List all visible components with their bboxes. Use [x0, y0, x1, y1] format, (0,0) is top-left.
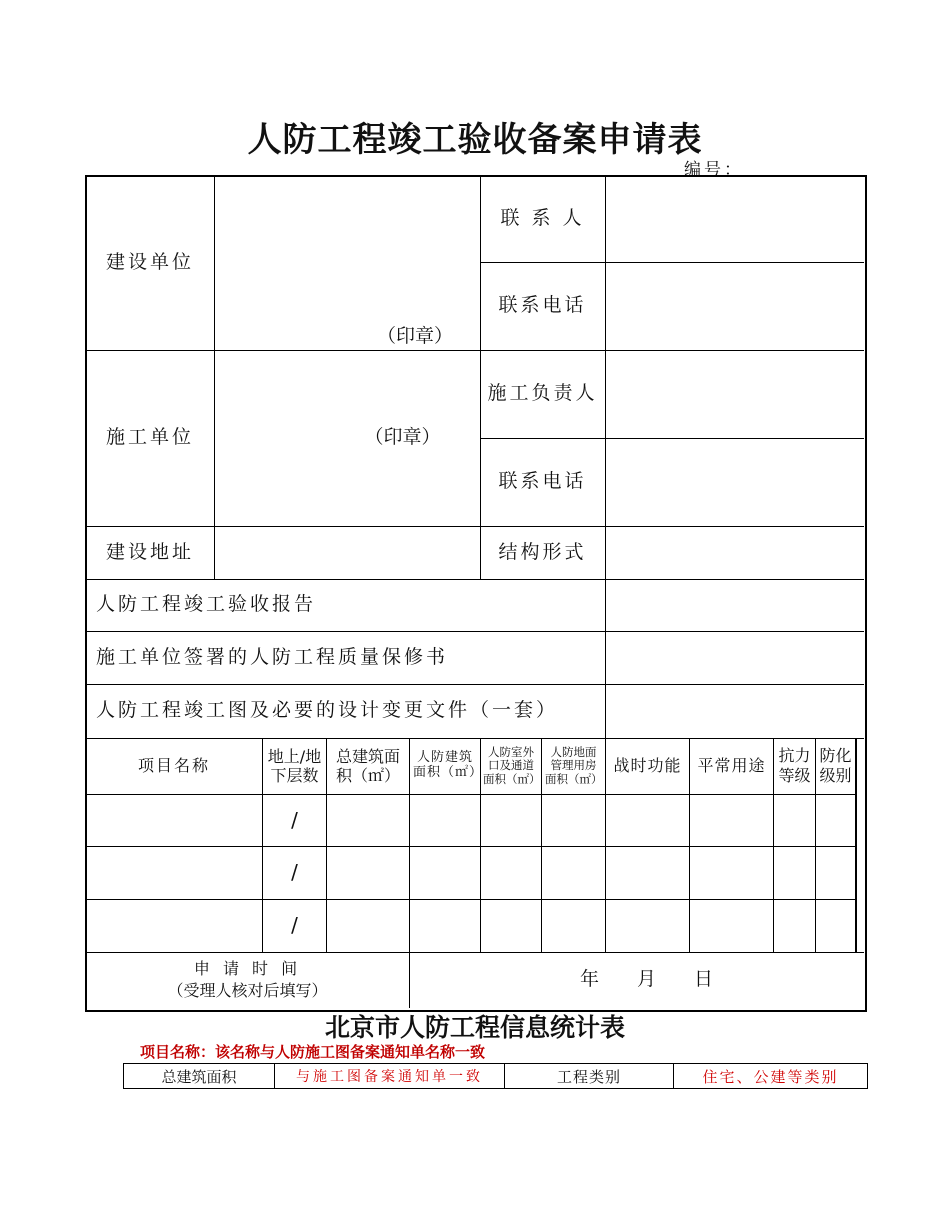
- stats-table: [123, 1063, 868, 1089]
- floors-slash: /: [291, 860, 298, 884]
- construction-leader-label: 施工负责人: [487, 382, 598, 405]
- header-chemical-level: 防化级别: [819, 746, 852, 785]
- header-floors: 地上/地下层数: [267, 746, 322, 785]
- project-name-note: 项目名称：该名称与人防施工图备案通知单名称一致: [140, 1043, 486, 1061]
- row-divider: [86, 846, 856, 847]
- address-label: 建设地址: [105, 540, 194, 563]
- row-divider: [86, 794, 856, 795]
- build-unit-label: 建设单位: [105, 251, 194, 274]
- category-label: 工程类别: [505, 1064, 674, 1088]
- apply-date: 年 月 日: [579, 967, 713, 990]
- stats-title: 北京市人防工程信息统计表: [324, 1013, 625, 1042]
- category-hint: 住宅、公建等类别: [702, 1067, 839, 1086]
- form-title: 人防工程竣工验收备案申请表: [247, 120, 703, 160]
- floors-slash: /: [291, 913, 298, 937]
- col-divider: [605, 176, 606, 738]
- total-area-label: 总建筑面积: [124, 1064, 275, 1088]
- header-management-area: 人防地面管理用房面积（㎡）: [545, 745, 603, 786]
- construction-unit-label: 施工单位: [105, 426, 194, 449]
- construction-phone-label: 联系电话: [498, 470, 587, 493]
- header-exit-area: 人防室外口及通道面积（㎡）: [483, 745, 541, 786]
- doc-warranty: 施工单位签署的人防工程质量保修书: [96, 645, 449, 668]
- col-divider: [855, 738, 857, 952]
- serial-number-label: 编号：: [684, 160, 744, 180]
- header-peace-use: 平常用途: [697, 756, 766, 775]
- header-resistance-level: 抗力等级: [778, 746, 811, 785]
- header-project-name: 项目名称: [137, 756, 210, 776]
- header-total-area: 总建筑面积（㎡）: [335, 746, 400, 785]
- construction-unit-seal: （印章）: [364, 426, 441, 449]
- row-divider: [86, 899, 856, 900]
- col-divider: [214, 176, 215, 579]
- total-area-hint: 与施工图备案通知单一致: [275, 1064, 505, 1088]
- contact-label: 联 系 人: [500, 207, 585, 230]
- apply-time-label: 申 请 时 间: [193, 958, 302, 978]
- structure-label: 结构形式: [498, 540, 587, 563]
- header-war-function: 战时功能: [613, 756, 682, 775]
- build-unit-seal: （印章）: [376, 325, 453, 348]
- apply-time-cell: [86, 952, 409, 1007]
- header-civil-defense-area: 人防建筑面积（㎡）: [413, 750, 484, 780]
- doc-as-built-drawings: 人防工程竣工图及必要的设计变更文件（一套）: [96, 699, 559, 722]
- floors-slash: /: [291, 807, 298, 832]
- phone-label: 联系电话: [498, 294, 587, 317]
- apply-time-note: （受理人核对后填写）: [167, 980, 328, 1000]
- doc-completion-report: 人防工程竣工验收报告: [96, 593, 317, 616]
